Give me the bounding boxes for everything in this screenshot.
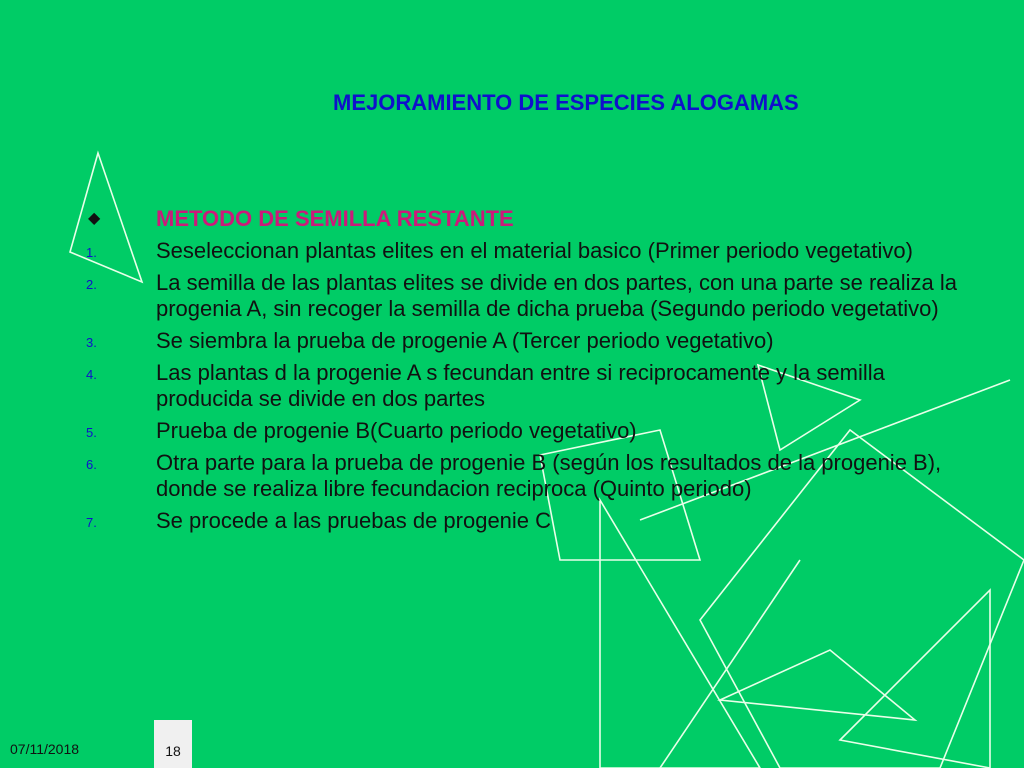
decor-triangle-bottom-right: [840, 590, 990, 768]
list-item-text: La semilla de las plantas elites se divide en dos partes, con una parte se realiza la progenia A, sin recoger la semilla de dicha prueba (Segundo periodo vegetativo): [156, 270, 958, 321]
list-item-number: 3.: [86, 335, 97, 350]
list-item: [82, 360, 962, 412]
page-number-box: [154, 720, 192, 768]
list-item-number: 1.: [86, 245, 97, 260]
list-item-text: Se siembra la prueba de progenie A (Tercer periodo vegetativo): [156, 328, 774, 353]
list-item: [82, 418, 962, 444]
list-item-text: Se procede a las pruebas de progenie C: [156, 508, 552, 533]
diamond-bullet-icon: ◆: [88, 210, 101, 227]
list-item: [82, 238, 962, 264]
list-item: [82, 508, 962, 534]
page-number: 18: [165, 743, 181, 759]
heading-item: [82, 206, 962, 232]
list-item-text: Otra parte para la prueba de progenie B (según los resultados de la progenie B), donde se realiza libre fecundacion reciproca (Quinto periodo): [156, 450, 942, 501]
slide-title: MEJORAMIENTO DE ESPECIES ALOGAMAS: [333, 90, 799, 115]
list-item: [82, 328, 962, 354]
list-item-number: 7.: [86, 515, 97, 530]
list-item: [82, 450, 962, 502]
list-item-number: 4.: [86, 367, 97, 382]
list-item-text: Las plantas d la progenie A s fecundan entre si reciprocamente y la semilla producida se divide en dos partes: [156, 360, 885, 411]
section-heading: METODO DE SEMILLA RESTANTE: [156, 206, 514, 231]
slide-content: [82, 206, 962, 540]
list-item-number: 2.: [86, 277, 97, 292]
list-item-text: Prueba de progenie B(Cuarto periodo vegetativo): [156, 418, 637, 443]
list-item-text: Seseleccionan plantas elites en el material basico (Primer periodo vegetativo): [156, 238, 913, 263]
list-item-number: 5.: [86, 425, 97, 440]
decor-line-lower: [660, 560, 800, 768]
list-item-number: 6.: [86, 457, 97, 472]
list-item: [82, 270, 962, 322]
slide-date: 07/11/2018: [10, 741, 80, 757]
decor-triangle-bottom-left: [600, 500, 760, 768]
